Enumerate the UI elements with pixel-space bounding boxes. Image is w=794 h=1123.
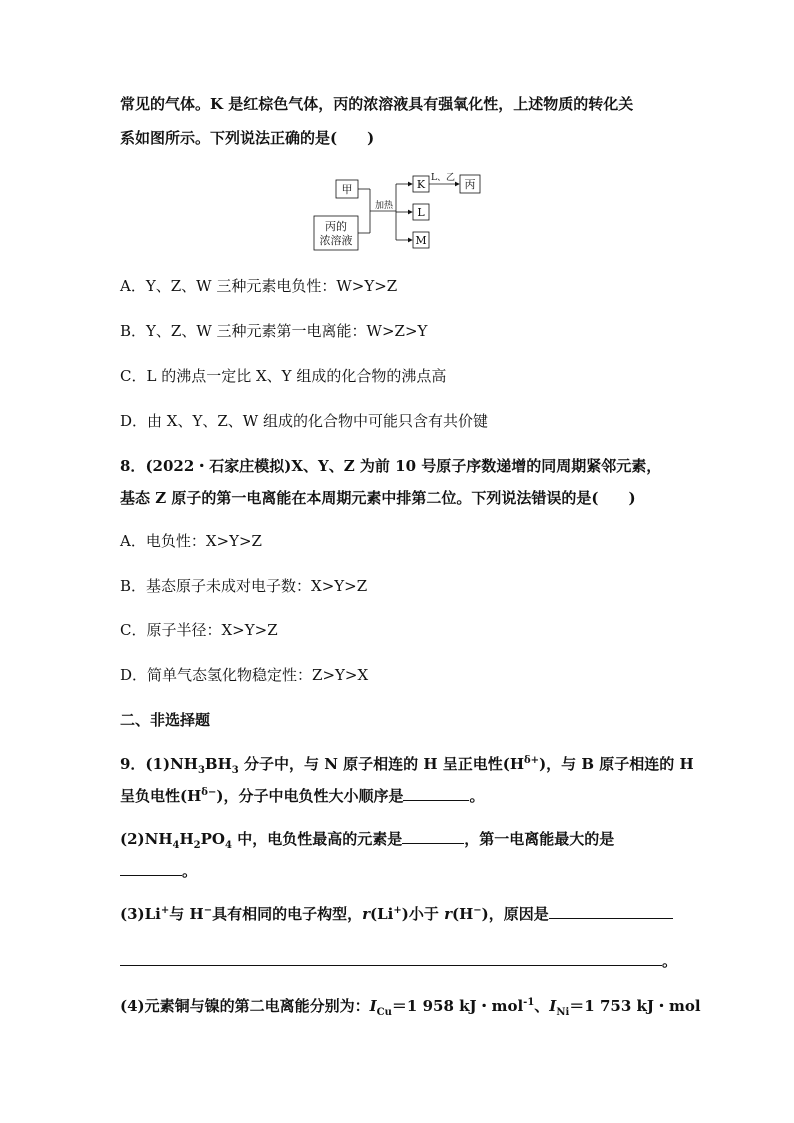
q9-part3-line1: (3)Li+与 H−具有相同的电子构型，r(Li+)小于 r(H−)，原因是 [120,904,673,924]
q7-stem-line1: 常见的气体。K 是红棕色气体，丙的浓溶液具有强氧化性，上述物质的转化关 [120,95,634,113]
q9-part1-line1: 9．$(1)NH_3BH_3$ 分子中，与 N 原子相连的 H 呈正电性$(H^{\delta+})$，与 B 原子相连的 H [120,755,694,776]
q8-stem-line2: 基态 Z 原子的第一电离能在本周期元素中排第二位。下列说法错误的是( ) [120,489,636,507]
q7-option-b: B．Y、Z、W 三种元素第一电离能：W>Z>Y [120,322,428,340]
q9-part2-line2: 。 [120,861,197,881]
answer-blank[interactable] [120,951,662,966]
q7-option-d: D．由 X、Y、Z、W 组成的化合物中可能只含有共价键 [120,412,488,430]
reaction-diagram [312,170,482,254]
box-conc-label-2: 浓溶液 [319,234,353,247]
answer-blank[interactable] [549,904,673,919]
answer-blank[interactable] [403,786,469,801]
q8-source: (2022・石家庄模拟) [145,457,292,475]
q9-part2-line1: $(2)NH_4H_2PO_4$ 中，电负性最高的元素是 ，第一电离能最大的是 [120,830,615,851]
box-bing-label: 丙 [464,178,476,191]
q8-option-a: A．电负性：X>Y>Z [120,532,262,550]
box-conc-label-1: 丙的 [325,220,347,233]
answer-blank[interactable] [402,829,464,844]
q8-option-b: B．基态原子未成对电子数：X>Y>Z [120,577,368,595]
q8-stem-line1 [120,456,661,476]
q9-part4-line1: (4)元素铜与镍的第二电离能分别为：$I_{Cu}=1$ 958 kJ・mol$^{-1}$、$I_{Ni}=1$ 753 kJ・mol [120,997,701,1018]
q7-stem-line2: 系如图所示。下列说法正确的是( ) [120,129,375,147]
q8-number: 8． [120,457,146,475]
q8-option-c: C．原子半径：X>Y>Z [120,621,278,639]
box-M-label: M [415,234,427,247]
label-arrow-L-yi: L、乙 [431,173,455,183]
section-heading: 二、非选择题 [120,711,211,729]
label-heat: 加热 [374,201,394,211]
box-K-label: K [416,178,426,191]
q8-stem-rest: X、Y、Z 为前 10 号原子序数递增的同周期紧邻元素， [291,457,662,475]
answer-blank[interactable] [120,861,182,876]
q7-option-c: C．L 的沸点一定比 X、Y 组成的化合物的沸点高 [120,367,447,385]
box-jia-label: 甲 [341,183,353,196]
q8-option-d: D．简单气态氢化物稳定性：Z>Y>X [120,666,369,684]
q9-part1-line2: 呈负电性$(H^{\delta-})$，分子中电负性大小顺序是 。 [120,787,485,805]
q9-part3-line2: 。 [120,951,677,971]
q7-option-a: A．Y、Z、W 三种元素电负性：W>Y>Z [120,277,398,295]
box-L-label: L [417,206,425,219]
